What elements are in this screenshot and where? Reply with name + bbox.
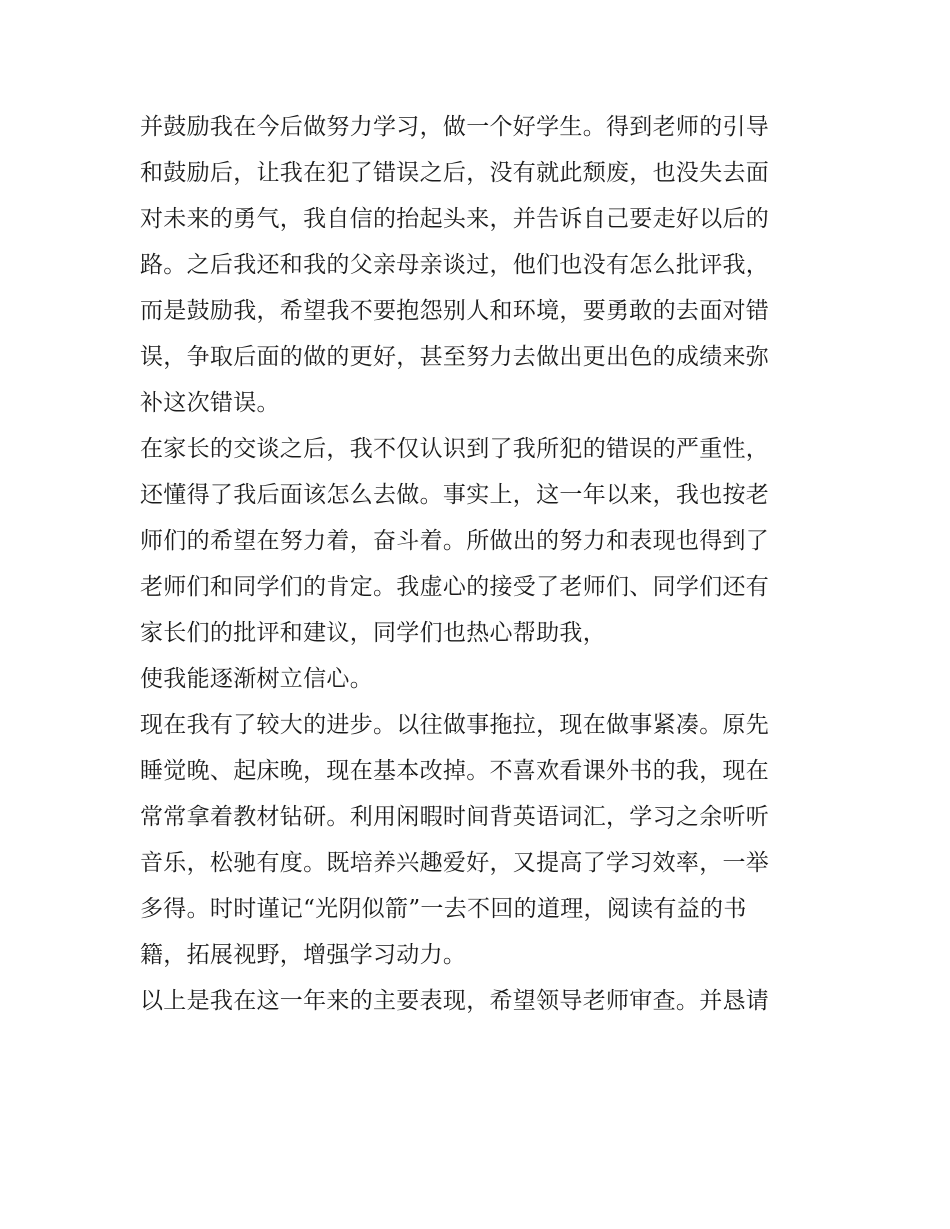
text-line: 多得。时时谨记“光阴似箭”一去不回的道理，阅读有益的书 [140,896,747,922]
text-line: 现在我有了较大的进步。以往做事拖拉，现在做事紧凑。原先 [140,712,770,738]
text-line: 对未来的勇气，我自信的抬起头来，并告诉自己要走好以后的 [140,206,770,232]
text-line: 籍，拓展视野，增强学习动力。 [140,942,467,968]
text-line: 以上是我在这一年来的主要表现，希望领导老师审查。并恳请 [140,988,770,1014]
text-line: 路。之后我还和我的父亲母亲谈过，他们也没有怎么批评我， [140,252,770,278]
document-body [140,104,820,1024]
text-line: 补这次错误。 [140,390,280,416]
text-line: 并鼓励我在今后做努力学习，做一个好学生。得到老师的引导 [140,114,770,140]
text-line: 在家长的交谈之后，我不仅认识到了我所犯的错误的严重性， [140,436,770,462]
text-line: 睡觉晚、起床晚，现在基本改掉。不喜欢看课外书的我，现在 [140,758,770,784]
text-line: 使我能逐渐树立信心。 [140,666,373,692]
text-line: 误，争取后面的做的更好，甚至努力去做出更出色的成绩来弥 [140,344,770,370]
text-line: 家长们的批评和建议，同学们也热心帮助我， [140,620,606,646]
text-line: 而是鼓励我，希望我不要抱怨别人和环境，要勇敢的去面对错 [140,298,770,324]
text-line: 老师们和同学们的肯定。我虚心的接受了老师们、同学们还有 [140,574,770,600]
text-line: 音乐，松驰有度。既培养兴趣爱好，又提高了学习效率，一举 [140,850,770,876]
text-line: 还懂得了我后面该怎么去做。事实上，这一年以来，我也按老 [140,482,770,508]
text-line: 和鼓励后，让我在犯了错误之后，没有就此颓废，也没失去面 [140,160,770,186]
text-line: 师们的希望在努力着，奋斗着。所做出的努力和表现也得到了 [140,528,770,554]
text-line: 常常拿着教材钻研。利用闲暇时间背英语词汇，学习之余听听 [140,804,770,830]
